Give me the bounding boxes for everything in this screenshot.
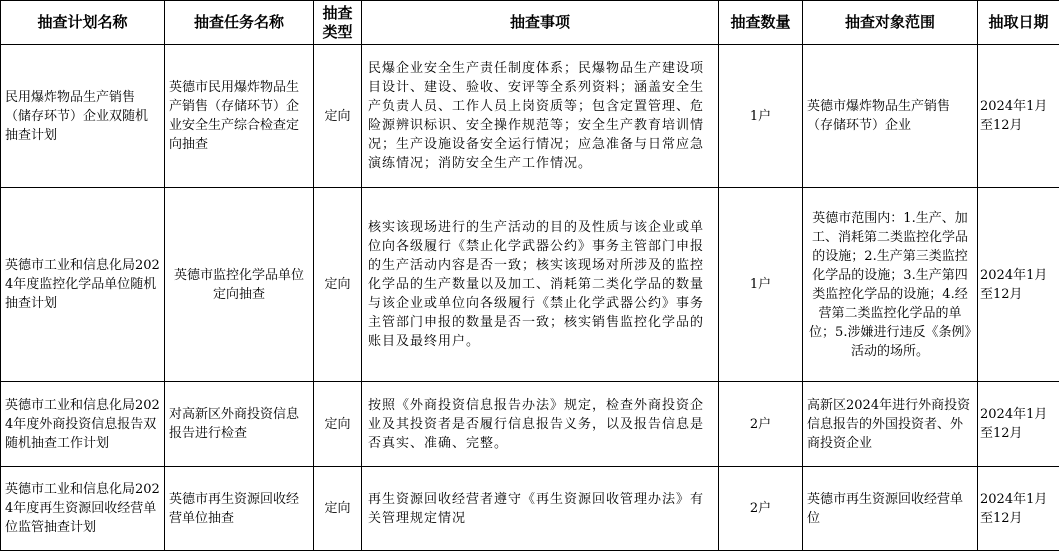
quantity-cell: 1户 xyxy=(719,188,803,382)
matters-cell: 按照《外商投资信息报告办法》规定，检查外商投资企业及其投资者是否履行信息报告义务，以及报告信息是否真实、准确、完整。 xyxy=(362,382,719,467)
header-matters: 抽查事项 xyxy=(362,1,719,45)
header-task-name: 抽查任务名称 xyxy=(165,1,314,45)
header-date: 抽取日期 xyxy=(978,1,1059,45)
matters-cell: 核实该现场进行的生产活动的目的及性质与该企业或单位向各级履行《禁止化学武器公约》事务主管部门申报的生产活动内容是否一致；核实该现场对所涉及的监控化学品的生产数量以及加工、消耗第二类化学品的数量与该企业或单位向各级履行《禁止化学武器公约》事务主管部门申报的数量是否一致；核实销售监控化学品的账目及最终用户。 xyxy=(362,188,719,382)
task-name-cell: 英德市监控化学品单位定向抽查 xyxy=(165,188,314,382)
quantity-cell: 2户 xyxy=(719,467,803,551)
header-plan-name: 抽查计划名称 xyxy=(1,1,165,45)
matters-cell: 民爆企业安全生产责任制度体系；民爆物品生产建设项目设计、建设、验收、安评等全系列资料；涵盖安全生产负责人员、工作人员上岗资质等；包含定置管理、危险源辨识标识、安全操作规范等；安全生产教育培训情况；生产设施设备安全运行情况；应急准备与日常应急演练情况；消防安全生产工作情况。 xyxy=(362,45,719,188)
header-type: 抽查类型 xyxy=(314,1,362,45)
plan-name-cell: 英德市工业和信息化局2024年度再生资源回收经营单位监管抽查计划 xyxy=(1,467,165,551)
date-cell: 2024年1月至12月 xyxy=(978,45,1059,188)
type-cell: 定向 xyxy=(314,467,362,551)
task-name-cell: 对高新区外商投资信息报告进行检查 xyxy=(165,382,314,467)
header-quantity: 抽查数量 xyxy=(719,1,803,45)
table-row xyxy=(1,382,1059,467)
date-cell: 2024年1月至12月 xyxy=(978,467,1059,551)
plan-name-cell: 英德市工业和信息化局2024年度监控化学品单位随机抽查计划 xyxy=(1,188,165,382)
header-row xyxy=(1,1,1059,45)
scope-cell: 英德市爆炸物品生产销售（存储环节）企业 xyxy=(803,45,978,188)
table-row xyxy=(1,188,1059,382)
quantity-cell: 1户 xyxy=(719,45,803,188)
date-cell: 2024年1月至12月 xyxy=(978,382,1059,467)
quantity-cell: 2户 xyxy=(719,382,803,467)
scope-cell: 英德市范围内：1.生产、加工、消耗第二类监控化学品的设施；2.生产第三类监控化学品的设施；3.生产第四类监控化学品的设施；4.经营第二类监控化学品的单位；5.涉嫌进行违反《条例》活动的场所。 xyxy=(803,188,978,382)
plan-name-cell: 民用爆炸物品生产销售（储存环节）企业双随机抽查计划 xyxy=(1,45,165,188)
task-name-cell: 英德市民用爆炸物品生产销售（存储环节）企业安全生产综合检查定向抽查 xyxy=(165,45,314,188)
type-cell: 定向 xyxy=(314,382,362,467)
scope-cell: 高新区2024年进行外商投资信息报告的外国投资者、外商投资企业 xyxy=(803,382,978,467)
type-cell: 定向 xyxy=(314,45,362,188)
type-cell: 定向 xyxy=(314,188,362,382)
plan-name-cell: 英德市工业和信息化局2024年度外商投资信息报告双随机抽查工作计划 xyxy=(1,382,165,467)
header-scope: 抽查对象范围 xyxy=(803,1,978,45)
scope-cell: 英德市再生资源回收经营单位 xyxy=(803,467,978,551)
matters-cell: 再生资源回收经营者遵守《再生资源回收管理办法》有关管理规定情况 xyxy=(362,467,719,551)
table-row xyxy=(1,45,1059,188)
table-row xyxy=(1,467,1059,551)
task-name-cell: 英德市再生资源回收经营单位抽查 xyxy=(165,467,314,551)
date-cell: 2024年1月至12月 xyxy=(978,188,1059,382)
